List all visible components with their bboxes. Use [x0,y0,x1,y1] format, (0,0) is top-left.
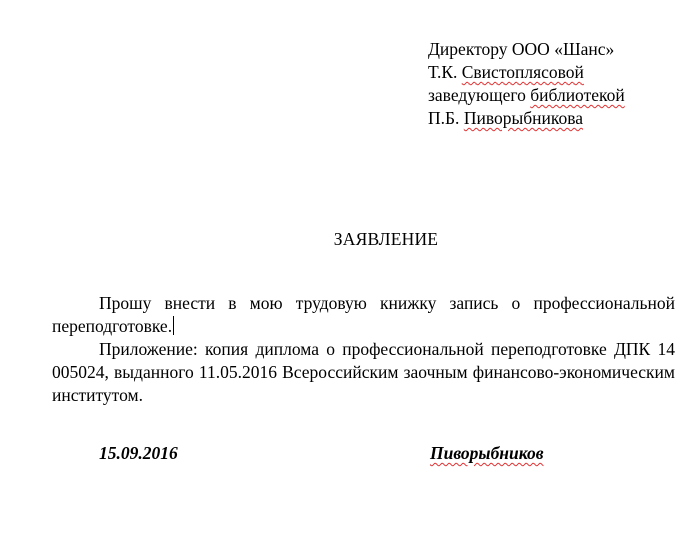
body-paragraph-attachment: Приложение: копия диплома о профессиональной переподготовке ДПК 14 005024, выданного 11.05.2016 Всероссийским заочным финансово-экономическим институтом. [52,339,675,405]
document-body [52,292,675,407]
document-signature: Пиворыбников [430,443,544,463]
addressee-director-text: Директору ООО «Шанс» [428,39,615,59]
addressee-line-applicant [428,107,625,130]
addressee-line-director [428,38,625,61]
body-paragraph-request [52,292,675,338]
addressee-line-director-name [428,61,625,84]
document-title: ЗАЯВЛЕНИЕ [333,229,439,249]
position-text: заведующего [428,85,531,105]
director-initials: Т.К. [428,62,462,82]
document-date: 15.09.2016 [99,443,178,463]
position-word-library: библиотекой [530,85,625,105]
text-cursor [173,316,174,335]
request-text: Прошу внести в мою трудовую книжку запись о профессиональной переподготовке. [52,293,675,336]
applicant-initials: П.Б. [428,108,464,128]
director-surname: Свистоплясовой [461,62,584,82]
addressee-line-position [428,84,625,107]
addressee-block [428,38,625,130]
applicant-surname: Пиворыбникова [463,108,584,128]
